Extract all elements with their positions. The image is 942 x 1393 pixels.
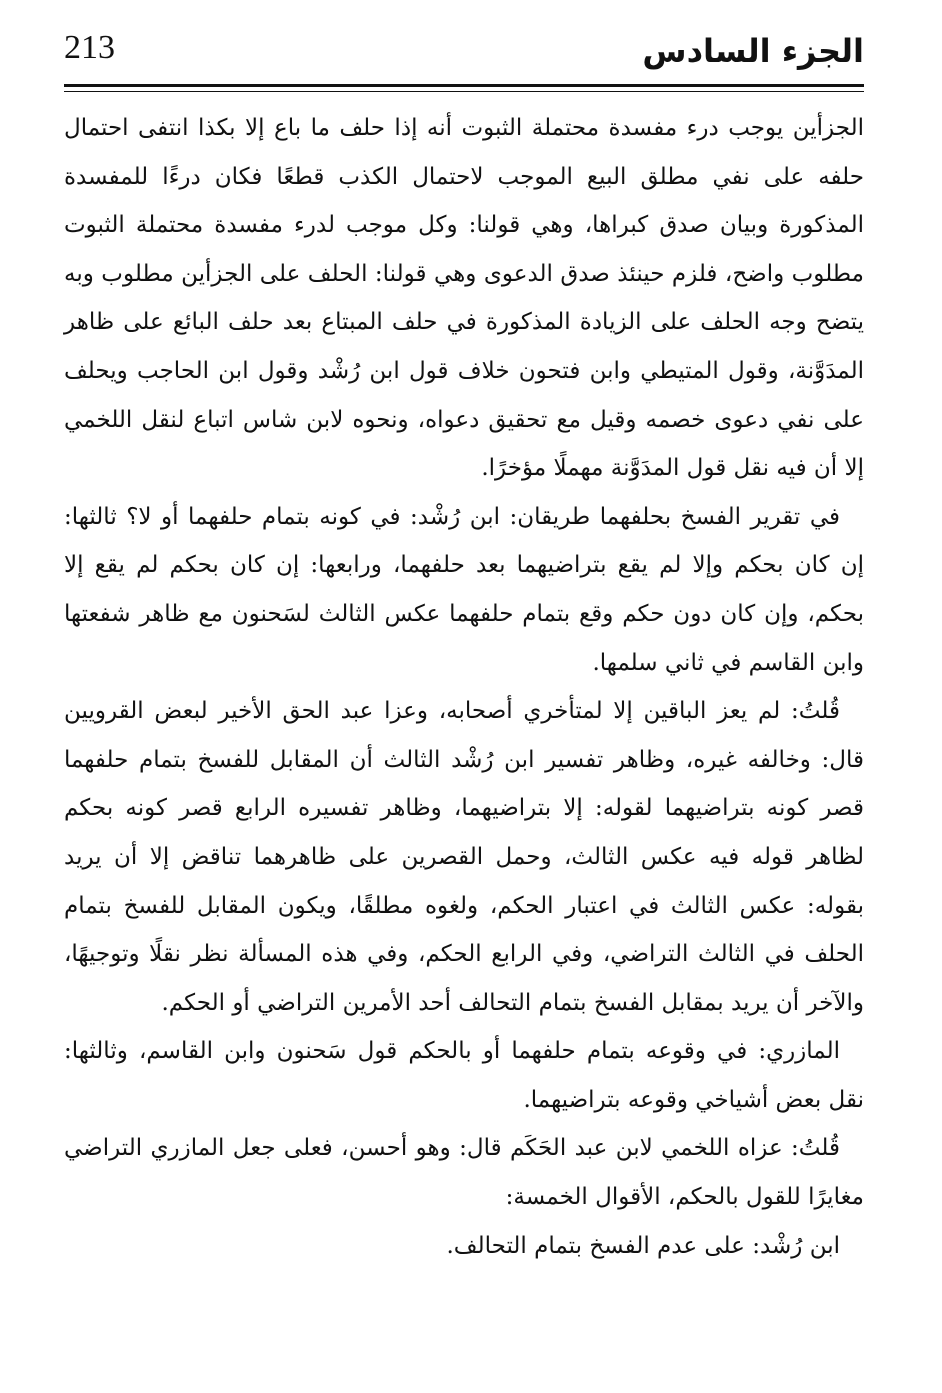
paragraph-4: المازري: في وقوعه بتمام حلفهما أو بالحكم قول سَحنون وابن القاسم، وثالثها: نقل بعض أشياخي وقوعه بتراضيهما. [64, 1038, 864, 1113]
header-rule-thin [64, 91, 864, 92]
body-text [64, 104, 864, 1270]
paragraph-5: قُلتُ: عزاه اللخمي لابن عبد الحَكَم قال: وهو أحسن، فعلى جعل المازري التراضي مغايرًا للقول بالحكم، الأقوال الخمسة: [64, 1135, 864, 1211]
page-number: 213 [64, 29, 115, 66]
running-title: الجزء السادس [642, 32, 864, 70]
paragraph-6: ابن رُشْد: على عدم الفسخ بتمام التحالف. [446, 1232, 840, 1259]
page-header [64, 24, 864, 80]
header-rule-thick [64, 84, 864, 87]
paragraph-1: الجزأين يوجب درء مفسدة محتملة الثبوت أنه إذا حلف ما باع إلا بكذا انتفى احتمال حلفه على نفي مطلق البيع الموجب لاحتمال الكذب قطعًا فكان درءًا للمفسدة المذكورة وبيان صدق كبراها، وهي قولنا: وكل موجب لدرء مفسدة محتملة الثبوت مطلوب واضح، فلزم حينئذ صدق الدعوى وهي قولنا: الحلف على الجزأين مطلوب وبه يتضح وجه الحلف على الزيادة المذكورة في حلف المبتاع بعد حلف البائع على ظاهر المدَوَّنة، وقول المتيطي وابن فتحون خلاف قول ابن رُشْد وقول ابن الحاجب ويحلف على نفي دعوى خصمه وقيل مع تحقيق دعواه، ونحوه لابن شاس اتباع لنقل اللخمي إلا أن فيه نقل قول المدَوَّنة مهملًا مؤخرًا. [64, 115, 864, 482]
paragraph-3: قُلتُ: لم يعز الباقين إلا لمتأخري أصحابه، وعزا عبد الحق الأخير لبعض القرويين قال: وخالفه غيره، وظاهر تفسير ابن رُشْد الثالث أن المقابل للفسخ بتمام حلفهما قصر كونه بتراضيهما لقوله: إلا بتراضيهما، وظاهر تفسيره الرابع قصر كونه بحكم لظاهر قوله فيه عكس الثالث، وحمل القصرين على ظاهرهما تناقض إلا أن يريد بقوله: عكس الثالث في اعتبار الحكم، ولغوه مطلقًا، ويكون المقابل للفسخ بتمام الحلف في الثالث التراضي، وفي الرابع الحكم، وفي هذه المسألة نظر نقلًا وتوجيهًا، والآخر أن يريد بمقابل الفسخ بتمام التحالف أحد الأمرين التراضي أو الحكم. [64, 698, 864, 1016]
paragraph-2: في تقرير الفسخ بحلفهما طريقان: ابن رُشْد: في كونه بتمام حلفهما أو لا؟ ثالثها: إن كان بحكم وإلا لم يقع بتراضيهما بعد حلفهما، ورابعها: إن كان بحكم لم يقع إلا بحكم، وإن كان دون حكم وقع بتمام حلفهما عكس الثالث لسَحنون مع ظاهر شفعتها وابن القاسم في ثاني سلمها. [64, 503, 864, 676]
